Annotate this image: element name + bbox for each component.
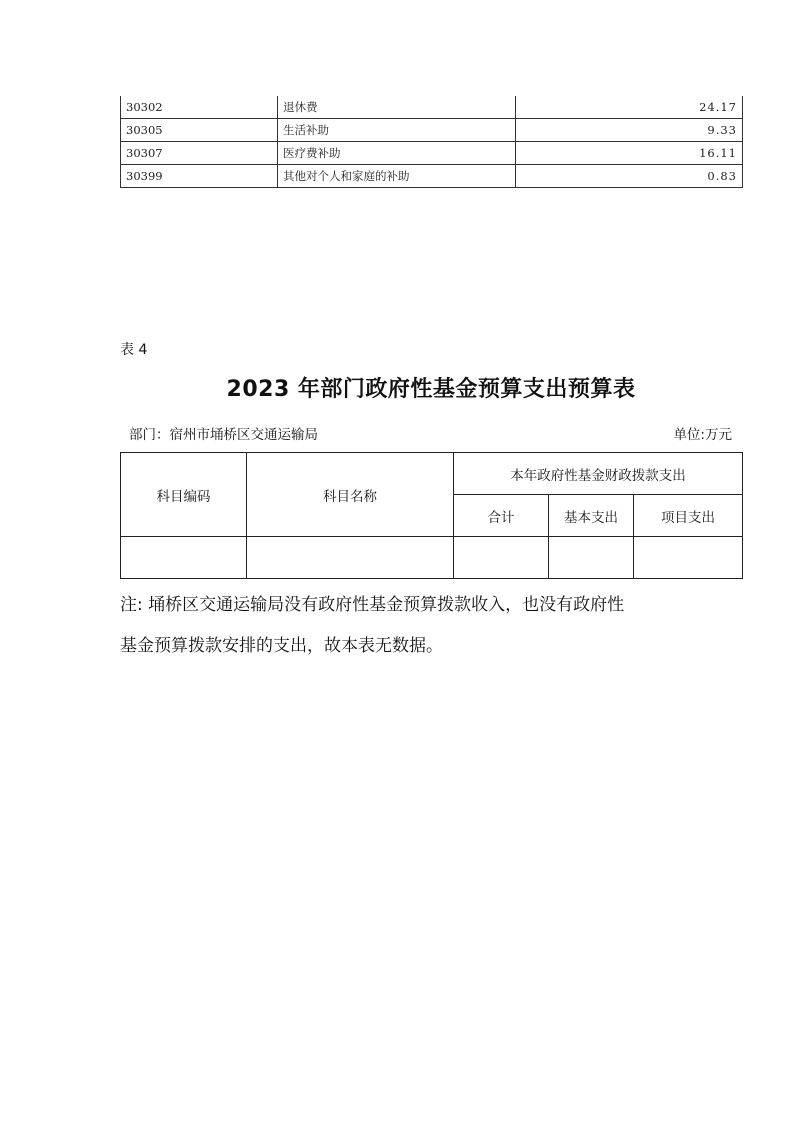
column-header-basic: 基本支出 [549, 495, 634, 537]
subject-name: 退休费 [278, 96, 516, 119]
page-title: 2023 年部门政府性基金预算支出预算表 [226, 377, 636, 402]
subject-code: 30305 [121, 119, 278, 142]
table-header-row [121, 453, 743, 495]
table-row [121, 96, 743, 119]
previous-budget-table [120, 96, 743, 188]
department-label: 部门：宿州市埇桥区交通运输局 [129, 427, 318, 443]
subject-name: 其他对个人和家庭的补助 [278, 165, 516, 188]
amount: 0.83 [516, 165, 743, 188]
table-row [121, 119, 743, 142]
fund-budget-table [120, 452, 743, 579]
table-row [121, 142, 743, 165]
empty-cell [549, 537, 634, 579]
column-group-header: 本年政府性基金财政拨款支出 [454, 453, 743, 495]
note-line-2: 基金预算拨款安排的支出，故本表无数据。 [120, 636, 443, 656]
subject-name: 生活补助 [278, 119, 516, 142]
empty-cell [634, 537, 743, 579]
column-header-name: 科目名称 [247, 453, 454, 537]
subject-name: 医疗费补助 [278, 142, 516, 165]
note-line-1: 注: 埇桥区交通运输局没有政府性基金预算拨款收入，也没有政府性 [120, 595, 625, 615]
amount: 16.11 [516, 142, 743, 165]
column-header-total: 合计 [454, 495, 549, 537]
subject-code: 30307 [121, 142, 278, 165]
unit-label: 单位:万元 [673, 427, 732, 443]
empty-cell [247, 537, 454, 579]
table-row [121, 537, 743, 579]
empty-cell [121, 537, 247, 579]
table-row [121, 165, 743, 188]
subject-code: 30302 [121, 96, 278, 119]
subject-code: 30399 [121, 165, 278, 188]
column-header-project: 项目支出 [634, 495, 743, 537]
empty-cell [454, 537, 549, 579]
amount: 9.33 [516, 119, 743, 142]
amount: 24.17 [516, 96, 743, 119]
column-header-code: 科目编码 [121, 453, 247, 537]
table-caption: 表 4 [120, 342, 148, 358]
